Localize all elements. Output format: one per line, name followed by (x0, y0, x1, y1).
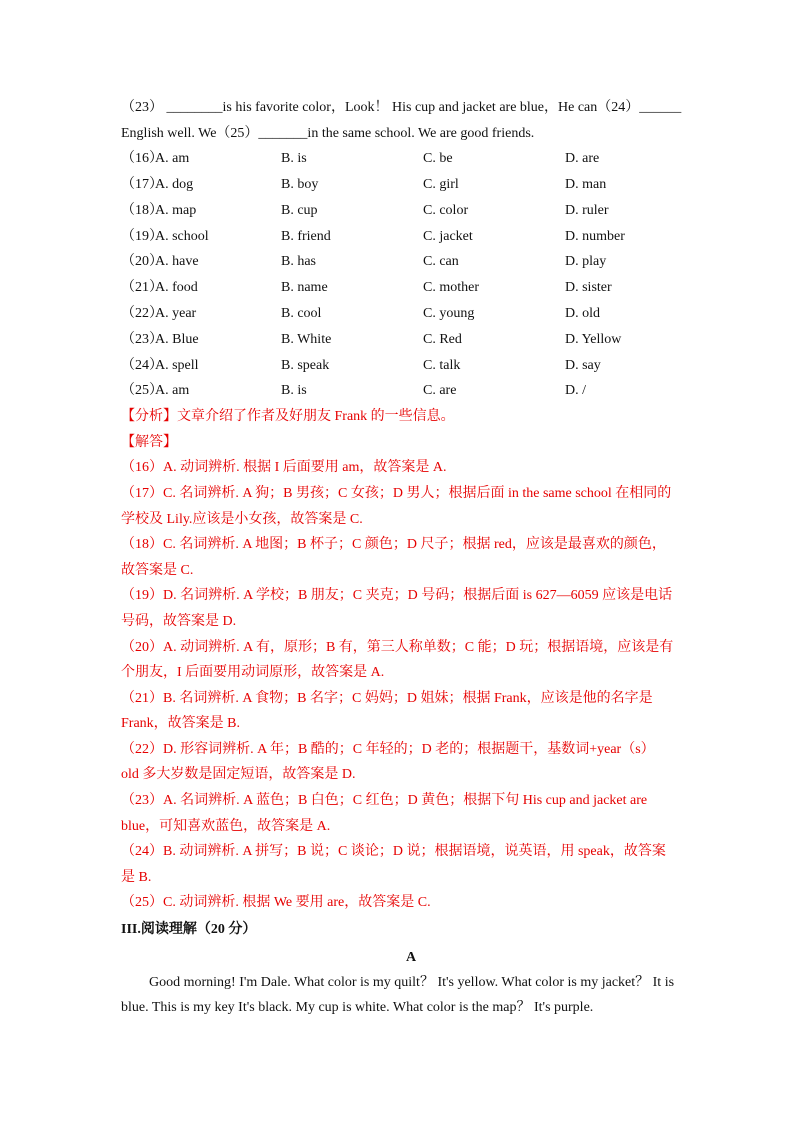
option-c: C. young (423, 305, 475, 321)
answer-line: （18）C. 名词辨析. A 地图；B 杯子；C 颜色；D 尺子；根据 red，应该是最喜欢的颜色， (121, 537, 666, 553)
option-row (121, 327, 701, 353)
option-a: A. am (155, 383, 190, 399)
question-number: （19） (121, 228, 163, 244)
option-a: A. spell (155, 357, 199, 373)
option-c: C. girl (423, 176, 459, 192)
answer-line: blue，可知喜欢蓝色，故答案是 A. (121, 818, 331, 834)
option-d: D. Yellow (565, 331, 622, 347)
answer-line: （21）B. 名词辨析. A 食物；B 名字；C 妈妈；D 姐妹；根据 Frank，应该是他的名字是 (121, 690, 653, 706)
option-c: C. jacket (423, 228, 473, 244)
option-b: B. is (281, 383, 307, 399)
question-number: （17） (121, 176, 163, 192)
option-b: B. friend (281, 228, 331, 244)
option-row (121, 198, 701, 224)
option-row (121, 301, 701, 327)
answer-line: （19）D. 名词辨析. A 学校；B 朋友；C 夹克；D 号码；根据后面 is 627—6059 应该是电话 (121, 588, 673, 604)
answer-line: （17）C. 名词辨析. A 狗；B 男孩；C 女孩；D 男人；根据后面 in the same school 在相同的 (121, 485, 672, 501)
document-page (121, 95, 701, 1021)
option-b: B. cool (281, 305, 322, 321)
option-d: D. ruler (565, 202, 609, 218)
option-a: A. school (155, 228, 209, 244)
option-a: A. year (155, 305, 197, 321)
option-a: A. dog (155, 176, 194, 192)
option-b: B. White (281, 331, 332, 347)
option-row (121, 378, 701, 404)
answer-line: 学校及 Lily.应该是小女孩，故答案是 C. (121, 511, 363, 527)
option-d: D. number (565, 228, 625, 244)
reading-label: A (405, 949, 417, 965)
question-number: （25） (121, 383, 163, 399)
answer-line: （20）A. 动词辨析. A 有，原形；B 有，第三人称单数；C 能；D 玩；根据语境，应该是有 (121, 639, 674, 655)
option-a: A. Blue (155, 331, 199, 347)
option-b: B. cup (281, 202, 318, 218)
option-d: D. / (565, 383, 586, 399)
option-a: A. food (155, 280, 198, 296)
option-b: B. has (281, 254, 316, 270)
answer-heading: 【解答】 (121, 434, 177, 450)
option-row (121, 275, 701, 301)
option-b: B. is (281, 151, 307, 167)
answer-line: （22）D. 形容词辨析. A 年；B 酷的；C 年轻的；D 老的；根据题干，基数词+year（s） (121, 741, 655, 757)
answer-line: （16）A. 动词辨析. 根据 I 后面要用 am，故答案是 A. (121, 460, 447, 476)
reading-passage: Good morning! I'm Dale. What color is my quilt？ It's yellow. What color is my jacket？ It is blue. This is my key It's black. My cup is white. What color is the map？ It's purple. (121, 974, 675, 1016)
question-number: （21） (121, 280, 163, 296)
option-d: D. sister (565, 280, 612, 296)
option-row (121, 249, 701, 275)
option-a: A. am (155, 151, 190, 167)
answer-line: （24）B. 动词辨析. A 拼写；B 说；C 谈论；D 说；根据语境，说英语，用 speak，故答案 (121, 844, 666, 860)
option-b: B. boy (281, 176, 319, 192)
answer-line: （23）A. 名词辨析. A 蓝色；B 白色；C 红色；D 黄色；根据下句 His cup and jacket are (121, 793, 648, 809)
analysis-text: 【分析】文章介绍了作者及好朋友 Frank 的一些信息。 (121, 409, 455, 425)
option-c: C. are (423, 383, 457, 399)
options-table (121, 146, 701, 404)
option-b: B. name (281, 280, 328, 296)
answer-line: 是 B. (121, 869, 152, 885)
answer-line: 故答案是 C. (121, 562, 194, 578)
option-d: D. man (565, 176, 607, 192)
option-a: A. map (155, 202, 197, 218)
option-row (121, 224, 701, 250)
option-c: C. can (423, 254, 459, 270)
option-row (121, 353, 701, 379)
answer-line: old 多大岁数是固定短语，故答案是 D. (121, 767, 356, 783)
option-c: C. be (423, 151, 453, 167)
answer-line: 个朋友，I 后面要用动词原形，故答案是 A. (121, 665, 385, 681)
option-d: D. play (565, 254, 607, 270)
option-c: C. mother (423, 280, 479, 296)
option-row (121, 172, 701, 198)
option-c: C. color (423, 202, 469, 218)
answer-line: 号码，故答案是 D. (121, 613, 237, 629)
passage-line: （23） ________is his favorite color，Look！ His cup and jacket are blue，He can（24）______ (121, 100, 682, 115)
option-c: C. talk (423, 357, 461, 373)
option-b: B. speak (281, 357, 330, 373)
question-number: （18） (121, 202, 163, 218)
question-number: （24） (121, 357, 163, 373)
option-d: D. are (565, 151, 600, 167)
passage (121, 95, 701, 146)
question-number: （16） (121, 151, 163, 167)
option-d: D. say (565, 357, 601, 373)
question-number: （23） (121, 331, 163, 347)
answer-line: （25）C. 动词辨析. 根据 We 要用 are，故答案是 C. (121, 895, 431, 911)
option-c: C. Red (423, 331, 462, 347)
section-title: III.阅读理解（20 分） (121, 922, 257, 938)
option-d: D. old (565, 305, 600, 321)
passage-line: English well. We（25）_______in the same school. We are good friends. (121, 125, 535, 141)
option-a: A. have (155, 254, 199, 270)
question-number: （22） (121, 305, 163, 321)
option-row (121, 146, 701, 172)
answer-section (121, 404, 701, 916)
answer-line: Frank，故答案是 B. (121, 716, 240, 732)
question-number: （20） (121, 254, 163, 270)
